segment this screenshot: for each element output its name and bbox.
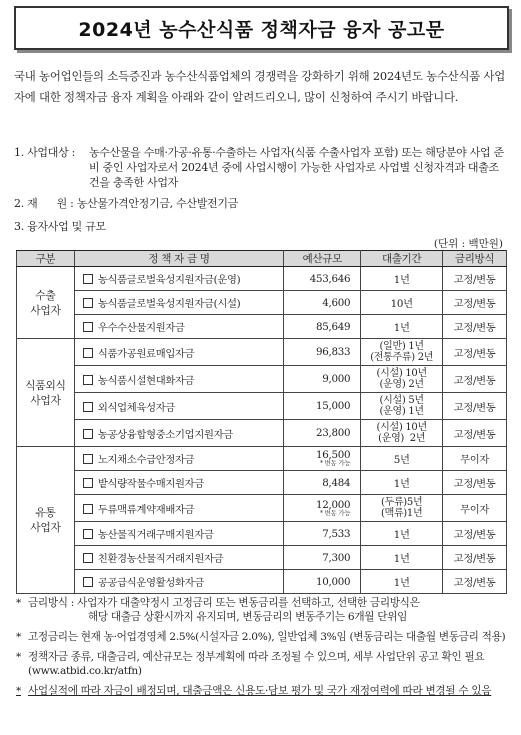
budget-cell: 10,000	[284, 570, 361, 594]
page-title: 2024년 농수산식품 정책자금 융자 공고문	[78, 18, 445, 41]
rate-cell: 고정/변동	[443, 339, 507, 366]
table-row	[17, 267, 507, 291]
fund-name: 농공상융합형중소기업지원자금	[74, 420, 283, 447]
rate-cell: 무이자	[443, 447, 507, 471]
budget-cell: 12,000 * 변동 가능	[284, 495, 361, 522]
period-cell: 1년	[361, 471, 443, 495]
table-row	[17, 366, 507, 393]
table-row	[17, 420, 507, 447]
header-category: 구분	[17, 251, 75, 267]
checkbox[interactable]	[83, 478, 93, 488]
loan-program-table	[16, 250, 507, 594]
period-cell: (일반) 1년 (전통주류) 2년	[361, 339, 443, 366]
rate-cell: 고정/변동	[443, 471, 507, 495]
section-target-label: 1. 사업대상 :	[14, 146, 75, 159]
note-allocation: * 사업실적에 따라 자금이 배정되며, 대출금액은 신용도·담보 평가 및 국가 재정여력에 따라 변경될 수 있음	[16, 685, 492, 697]
table-row	[17, 546, 507, 570]
section-loan-programs: 3. 융자사업 및 규모	[14, 220, 106, 233]
note-asterisk: *	[16, 631, 21, 643]
table-row	[17, 447, 507, 471]
notes-section	[16, 596, 512, 704]
table-header-row	[17, 251, 507, 267]
note-asterisk: *	[16, 685, 21, 697]
checkbox[interactable]	[83, 348, 93, 358]
note-rate-method: * 금리방식 : 사업자가 대출약정시 고정금리 또는 변동금리를 선택하고, 선택한 금리방식은 해당 대출금 상환시까지 유지되며, 변동금리의 변동주기는 6개월 단위임	[16, 597, 420, 623]
checkbox[interactable]	[83, 322, 93, 332]
checkbox[interactable]	[83, 375, 93, 385]
checkbox[interactable]	[83, 577, 93, 587]
section-funding-source: 2. 재 원 : 농산물가격안정기금, 수산발전기금	[14, 197, 239, 210]
rate-cell: 고정/변동	[443, 522, 507, 546]
fund-name: 식품가공원료매입자금	[74, 339, 283, 366]
period-cell: 1년	[361, 522, 443, 546]
table-row	[17, 291, 507, 315]
fund-name: 공공급식운영활성화자금	[74, 570, 283, 594]
budget-cell: 4,600	[284, 291, 361, 315]
rate-cell: 무이자	[443, 495, 507, 522]
rate-cell: 고정/변동	[443, 291, 507, 315]
budget-cell: 23,800	[284, 420, 361, 447]
section-target	[14, 145, 514, 190]
header-period: 대출기간	[361, 251, 443, 267]
period-cell: 1년	[361, 315, 443, 339]
checkbox[interactable]	[83, 402, 93, 412]
table-row	[17, 339, 507, 366]
rate-cell: 고정/변동	[443, 267, 507, 291]
note-asterisk: *	[16, 597, 21, 609]
budget-cell: 16,500 * 변동 가능	[284, 447, 361, 471]
fund-name: 두류맥류계약재배자금	[74, 495, 283, 522]
period-cell: (시설) 10년 (운영) 2년	[361, 420, 443, 447]
budget-cell: 9,000	[284, 366, 361, 393]
header-rate-type: 금리방식	[443, 251, 507, 267]
rate-cell: 고정/변동	[443, 393, 507, 420]
header-fund-name: 정 책 자 금 명	[74, 251, 283, 267]
group-distribution: 유통 사업자	[17, 447, 75, 594]
table-row	[17, 471, 507, 495]
fund-name: 외식업체육성자금	[74, 393, 283, 420]
period-cell: (시설) 10년 (운영) 2년	[361, 366, 443, 393]
checkbox[interactable]	[83, 429, 93, 439]
note-adjustment: * 정책자금 종류, 대출금리, 예산규모는 정부계획에 따라 조정될 수 있으며, 세부 사업단위 공고 확인 필요(www.atbid.co.kr/atfn)	[16, 651, 485, 677]
table-row	[17, 522, 507, 546]
fund-name: 농식품글로벌육성지원자금(운영)	[74, 267, 283, 291]
budget-cell: 85,649	[284, 315, 361, 339]
note-asterisk: *	[16, 651, 21, 663]
budget-cell: 453,646	[284, 267, 361, 291]
period-cell: 1년	[361, 570, 443, 594]
group-food-service: 식품외식 사업자	[17, 339, 75, 447]
group-export: 수출 사업자	[17, 267, 75, 339]
checkbox[interactable]	[83, 274, 93, 284]
fund-name: 농식품시설현대화자금	[74, 366, 283, 393]
period-cell: 1년	[361, 546, 443, 570]
budget-cell: 96,833	[284, 339, 361, 366]
fund-name: 밭식량작물수매지원자금	[74, 471, 283, 495]
table-row	[17, 495, 507, 522]
period-cell: 5년	[361, 447, 443, 471]
rate-cell: 고정/변동	[443, 546, 507, 570]
rate-cell: 고정/변동	[443, 570, 507, 594]
budget-cell: 7,300	[284, 546, 361, 570]
note-fixed-rate: * 고정금리는 현재 농·어업경영체 2.5%(시설자금 2.0%), 일반업체 3%임 (변동금리는 대출월 변동금리 적용)	[16, 631, 506, 643]
intro-paragraph: 국내 농어업인들의 소득증진과 농수산식품업체의 경쟁력을 강화하기 위해 2024년도 농수산식품 사업자에 대한 정책자금 융자 계획을 아래와 같이 알려드리오니, 많이 신청하여 주시기 바랍니다.	[14, 69, 506, 104]
rate-cell: 고정/변동	[443, 366, 507, 393]
rate-cell: 고정/변동	[443, 315, 507, 339]
period-cell: (시설) 5년 (운영) 1년	[361, 393, 443, 420]
unit-label: (단위 : 백만원)	[433, 238, 503, 250]
fund-name: 우수수산물지원자금	[74, 315, 283, 339]
period-cell: (두류)5년 (맥류)1년	[361, 495, 443, 522]
fund-name: 노지채소수급안정자금	[74, 447, 283, 471]
section-target-text: 농수산물을 수매·가공·유통·수출하는 사업자(식품 수출사업자 포함) 또는 해당분야 사업 준비 중인 사업자로서 2024년 중에 사업시행이 가능한 사업자로 사업별 신청자격과 대출조건을 충족한 사업자	[89, 146, 504, 189]
budget-cell: 7,533	[284, 522, 361, 546]
table-row	[17, 570, 507, 594]
fund-name: 친환경농산물직거래지원자금	[74, 546, 283, 570]
title-box	[14, 6, 509, 50]
fund-name: 농산물직거래구매지원자금	[74, 522, 283, 546]
header-budget: 예산규모	[284, 251, 361, 267]
budget-cell: 15,000	[284, 393, 361, 420]
checkbox[interactable]	[83, 529, 93, 539]
checkbox[interactable]	[83, 553, 93, 563]
table-row	[17, 315, 507, 339]
rate-cell: 고정/변동	[443, 420, 507, 447]
checkbox[interactable]	[83, 454, 93, 464]
table-row	[17, 393, 507, 420]
fund-name: 농식품글로벌육성지원자금(시설)	[74, 291, 283, 315]
checkbox[interactable]	[83, 298, 93, 308]
checkbox[interactable]	[83, 504, 93, 514]
period-cell: 1년	[361, 267, 443, 291]
period-cell: 10년	[361, 291, 443, 315]
budget-cell: 8,484	[284, 471, 361, 495]
